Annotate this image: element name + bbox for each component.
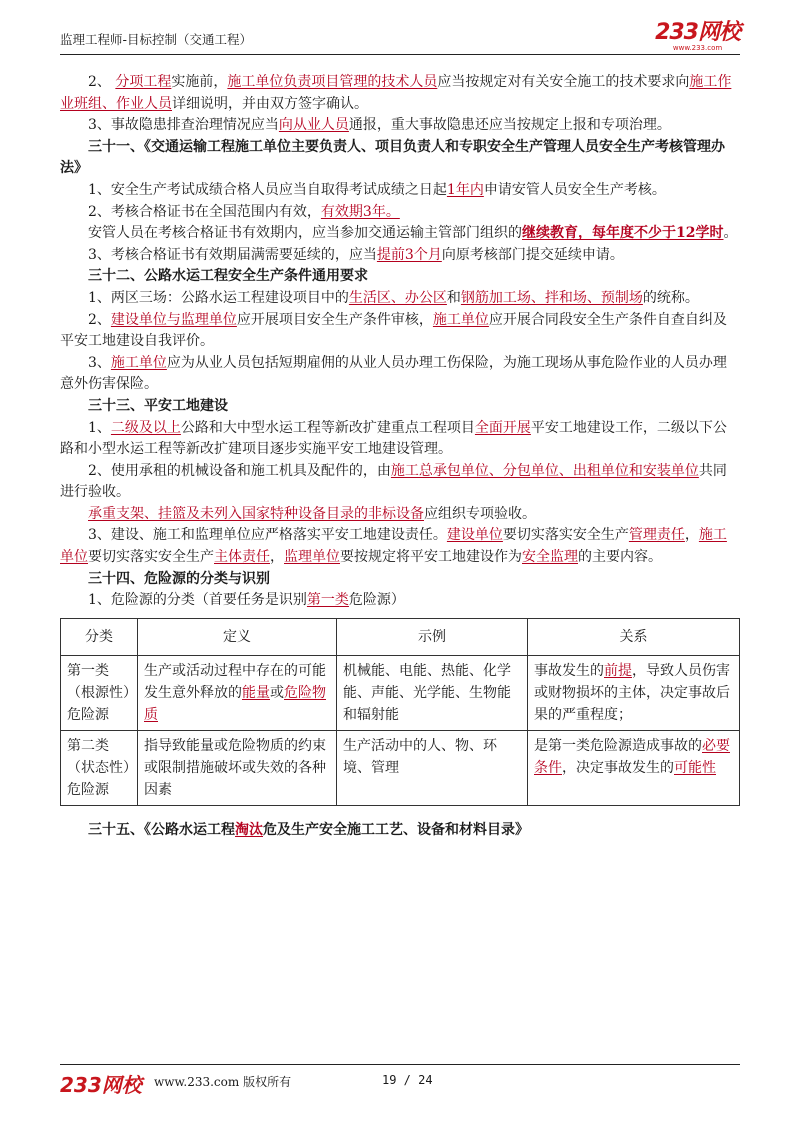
table-header-row bbox=[61, 618, 740, 655]
table-header-cell: 定义 bbox=[138, 618, 337, 655]
sec33-item2: 2、使用承租的机械设备和施工机具及配件的，由施工总承包单位、分包单位、出租单位和安装单位共同进行验收。 bbox=[60, 462, 727, 501]
table-cell-definition: 生产或活动过程中存在的可能发生意外释放的能量或危险物质 bbox=[138, 655, 337, 730]
sec33-item1: 1、二级及以上公路和大中型水运工程等新改扩建重点工程项目全面开展平安工地建设工作，二级以下公路和小型水运工程等新改扩建项目逐步实施平安工地建设管理。 bbox=[60, 419, 727, 458]
table-cell-example: 生产活动中的人、物、环境、管理 bbox=[337, 730, 528, 805]
footer-copyright: www.233.com 版权所有 bbox=[154, 1075, 292, 1089]
sec35-heading: 三十五、《公路水运工程淘汰危及生产安全施工工艺、设备和材料目录》 bbox=[88, 821, 529, 838]
sec33-item2b: 承重支架、挂篮及未列入国家特种设备目录的非标设备应组织专项验收。 bbox=[88, 505, 536, 522]
sec31-item2b: 安管人员在考核合格证书有效期内，应当参加交通运输主管部门组织的继续教育，每年度不少于12学时。 bbox=[88, 225, 738, 242]
table-cell-relation: 是第一类危险源造成事故的必要条件，决定事故发生的可能性 bbox=[528, 730, 740, 805]
sec31-heading: 三十一、《交通运输工程施工单位主要负责人、项目负责人和专职安全生产管理人员安全生产考核管理办法》 bbox=[60, 138, 725, 177]
table-cell-relation: 事故发生的前提，导致人员伤害或财物损坏的主体，决定事故后果的严重程度； bbox=[528, 655, 740, 730]
sec30-item2: 2、 分项工程实施前，施工单位负责项目管理的技术人员应当按规定对有关安全施工的技术要求向施工作业班组、作业人员详细说明，并由双方签字确认。 bbox=[60, 74, 732, 112]
brand-logo[interactable] bbox=[655, 22, 740, 52]
hazard-classification-table bbox=[60, 618, 740, 806]
table-cell-example: 机械能、电能、热能、化学能、声能、光学能、生物能和辐射能 bbox=[337, 655, 528, 730]
brand-logo-url: www.233.com bbox=[672, 44, 723, 52]
page-footer bbox=[60, 1064, 740, 1095]
sec33-item3: 3、建设、施工和监理单位应严格落实平安工地建设责任。建设单位要切实落实安全生产管理责任，施工单位要切实落实安全生产主体责任，监理单位要按规定将平安工地建设作为安全监理的主要内容。 bbox=[60, 527, 727, 566]
table-cell-definition: 指导致能量或危险物质的约束或限制措施破坏或失效的各种因素 bbox=[138, 730, 337, 805]
table-cell-category: 第二类（状态性）危险源 bbox=[61, 730, 138, 805]
table-header-cell: 分类 bbox=[61, 618, 138, 655]
sec34-item1: 1、危险源的分类（首要任务是识别第一类危险源） bbox=[88, 592, 405, 609]
table-cell-category: 第一类（根源性）危险源 bbox=[61, 655, 138, 730]
sec31-item1: 1、安全生产考试成绩合格人员应当自取得考试成绩之日起1年内申请安管人员安全生产考核。 bbox=[88, 181, 666, 198]
sec34-heading: 三十四、危险源的分类与识别 bbox=[88, 570, 270, 587]
page-number: 19 / 24 bbox=[382, 1073, 433, 1087]
sec32-heading: 三十二、公路水运工程安全生产条件通用要求 bbox=[88, 268, 368, 285]
sec30-item3: 3、事故隐患排查治理情况应当向从业人员通报，重大事故隐患还应当按规定上报和专项治理。 bbox=[88, 117, 671, 134]
table-header-cell: 示例 bbox=[337, 618, 528, 655]
table-row bbox=[61, 730, 740, 805]
sec32-item1: 1、两区三场：公路水运工程建设项目中的生活区、办公区和钢筋加工场、拌和场、预制场的统称。 bbox=[88, 289, 699, 306]
footer-logo[interactable]: 233网校 bbox=[60, 1073, 142, 1097]
sec32-item3: 3、施工单位应为从业人员包括短期雇佣的从业人员办理工伤保险，为施工现场从事危险作业的人员办理意外伤害保险。 bbox=[60, 354, 727, 393]
table-row bbox=[61, 655, 740, 730]
brand-logo-text: 233网校 bbox=[655, 20, 740, 45]
sec31-item2: 2、考核合格证书在全国范围内有效，有效期3年。 bbox=[88, 203, 400, 220]
document-body bbox=[60, 72, 740, 841]
page-header bbox=[60, 20, 740, 55]
table-header-cell: 关系 bbox=[528, 618, 740, 655]
sec32-item2: 2、建设单位与监理单位应开展项目安全生产条件审核，施工单位应开展合同段安全生产条件自查自纠及平安工地建设自我评价。 bbox=[60, 311, 727, 350]
sec33-heading: 三十三、平安工地建设 bbox=[88, 397, 228, 414]
header-title: 监理工程师-目标控制（交通工程） bbox=[60, 32, 253, 47]
sec31-item3: 3、考核合格证书有效期届满需要延续的，应当提前3个月向原考核部门提交延续申请。 bbox=[88, 246, 624, 263]
